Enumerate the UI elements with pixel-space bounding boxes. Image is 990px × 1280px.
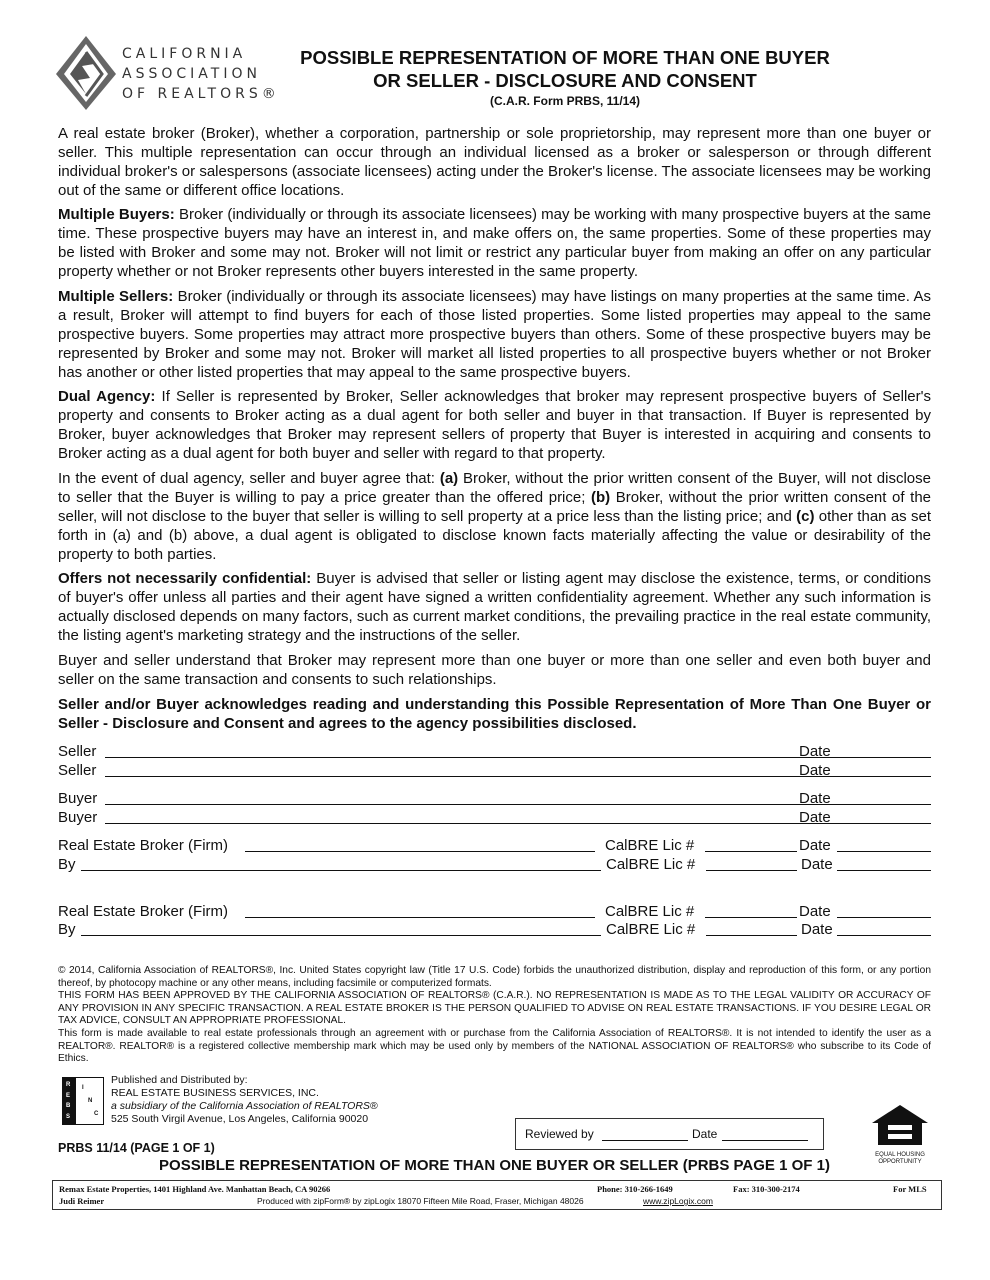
publisher-line-3: a subsidiary of the California Association of REALTORS® [111, 1100, 378, 1112]
equal-housing-logo [868, 1103, 932, 1165]
seller-1-row [58, 742, 931, 761]
broker-2-by-label: By [58, 921, 76, 938]
broker-1-date-field[interactable] [837, 836, 931, 852]
multiple-sellers-paragraph [58, 287, 931, 382]
broker-2-by-row [58, 920, 931, 939]
approval-text: THIS FORM HAS BEEN APPROVED BY THE CALIFORNIA ASSOCIATION OF REALTORS® (C.A.R.). NO REPRESENTATION IS MADE AS TO THE LEGAL VALIDITY OR ACCURACY OF ANY PROVISION IN ANY SPECIFIC TRANSACTION. A REAL ESTATE BROKER IS THE PERSON QUALIFIED TO ADVISE ON REAL ESTATE TRANSACTIONS. IF YOU DESIRE LEGAL OR TAX ADVICE, CONSULT AN APPROPRIATE PROFESSIONAL. [58, 990, 931, 1027]
buyer-2-label: Buyer [58, 809, 98, 826]
buyer-2-signature-field[interactable] [105, 808, 841, 824]
dual-agency-paragraph [58, 387, 931, 463]
broker-2-by-lic-label: CalBRE Lic # [606, 921, 696, 938]
broker-1-by-label: By [58, 856, 76, 873]
dual-agency-heading: Dual Agency: [58, 388, 156, 405]
reinc-letter: I [82, 1085, 84, 1091]
multiple-sellers-heading: Multiple Sellers: [58, 288, 174, 305]
agent-name: Judi Reimer [59, 1196, 105, 1206]
offers-text: Buyer is advised that seller or listing agent may disclose the existence, terms, or conditions of buyer's offer unless all parties and their agent have signed a written confidentiality agreement. Whether any such information is actually disclosed depends on many factors, such as current market conditions, the prevailing practice in the real estate community, the listing agent's marketing strategy and the instructions of the seller. [58, 570, 931, 644]
multiple-buyers-heading: Multiple Buyers: [58, 206, 175, 223]
form-title-line-2: OR SELLER - DISCLOSURE AND CONSENT [373, 70, 757, 91]
office-address: Remax Estate Properties, 1401 Highland Ave. Manhattan Beach, CA 90266 [59, 1184, 331, 1194]
reinc-logo [62, 1077, 104, 1125]
broker-1-firm-field[interactable] [245, 836, 595, 852]
broker-2-by-lic-field[interactable] [706, 920, 797, 936]
broker-1-by-lic-field[interactable] [706, 855, 797, 871]
publisher-line-1: Published and Distributed by: [111, 1074, 248, 1086]
seller-2-label: Seller [58, 762, 97, 779]
broker-2-label: Real Estate Broker (Firm) [58, 903, 229, 920]
broker-1-by-lic-label: CalBRE Lic # [606, 856, 696, 873]
broker-2-by-date-label: Date [801, 921, 833, 938]
logo-line-2: ASSOCIATION [122, 66, 261, 82]
reinc-letter: E [66, 1092, 71, 1099]
availability-text: This form is made available to real estate professionals through an agreement with or purchase from the California Association of REALTORS®. It is not intended to identify the user as a REALTOR®. REALTOR® is a registered collective membership mark which may be used only by members of the NATIONAL ASSOCIATION OF REALTORS® who subscribe to its Code of Ethics. [58, 1027, 931, 1065]
buyer-1-date-field[interactable] [837, 789, 931, 805]
dual-event-b: (b) [591, 489, 611, 506]
buyer-1-label: Buyer [58, 790, 98, 807]
multiple-sellers-text: Broker (individually or through its associate licensees) may have listings on many properties at the same time. As a result, Broker will attempt to find buyers for each of those listed properties. Some listed properties may appeal to the same prospective buyers. Some properties may attract more prospective buyers than others. Some of these prospective buyers may be represented by Broker and some may not. Broker will market all listed properties to all prospective buyers whether or not Broker has another or other listed properties that may appeal to the same prospective buyers. [58, 288, 931, 381]
broker-2-date-label: Date [799, 903, 831, 920]
broker-2-by-date-field[interactable] [837, 920, 931, 936]
seller-1-date-label: Date [799, 743, 831, 760]
broker-2-firm-field[interactable] [245, 902, 595, 918]
for-mls: For MLS [893, 1184, 927, 1194]
copyright-text: © 2014, California Association of REALTORS®, Inc. United States copyright law (Title 17 U.S. Code) forbids the unauthorized distribution, display and reproduction of this form, or any portion thereof, by photocopy machine or any other means, including facsimile or computerized formats. [58, 965, 931, 989]
broker-2-lic-label: CalBRE Lic # [605, 903, 695, 920]
offers-paragraph [58, 569, 931, 645]
multiple-buyers-paragraph [58, 205, 931, 281]
reviewed-by-field[interactable] [602, 1125, 688, 1141]
dual-event-c: (c) [796, 508, 815, 525]
broker-2-lic-field[interactable] [705, 902, 797, 918]
office-fax: Fax: 310-300-2174 [733, 1184, 800, 1194]
logo-line-1: CALIFORNIA [122, 46, 247, 62]
car-logo-icon [56, 34, 118, 112]
broker-2-by-field[interactable] [81, 920, 601, 936]
buyer-2-row [58, 808, 931, 827]
zipform-footer [52, 1180, 942, 1210]
page-title-footer: POSSIBLE REPRESENTATION OF MORE THAN ONE BUYER OR SELLER (PRBS PAGE 1 OF 1) [159, 1157, 830, 1174]
broker-1-date-label: Date [799, 837, 831, 854]
dual-event-intro: In the event of dual agency, seller and buyer agree that: [58, 470, 440, 487]
dual-agency-text: If Seller is represented by Broker, Seller acknowledges that broker may represent prospective buyers of Seller's property and consents to Broker acting as a dual agent for both seller and buyer in that transaction. If Buyer is represented by Broker, buyer acknowledges that Broker may represent sellers of property that Buyer is interested in acquiring and consents to Broker acting as a dual agent for both buyer and seller with regard to that property. [58, 388, 932, 462]
broker-1-lic-label: CalBRE Lic # [605, 837, 695, 854]
broker-1-row [58, 836, 931, 855]
dual-event-a: (a) [439, 470, 459, 487]
reinc-letter: R [66, 1082, 71, 1088]
dual-event-b-text: Broker, without the prior written consent of the seller, will not disclose to the buyer that seller is willing to sell property at a price less than the listing price; and [58, 489, 932, 525]
seller-1-label: Seller [58, 743, 97, 760]
buyer-1-row [58, 789, 931, 808]
publisher-line-2: REAL ESTATE BUSINESS SERVICES, INC. [111, 1087, 319, 1099]
legal-notice [58, 965, 931, 1066]
seller-2-date-field[interactable] [837, 761, 931, 777]
form-id: (C.A.R. Form PRBS, 11/14) [489, 94, 641, 108]
page-id: PRBS 11/14 (PAGE 1 OF 1) [58, 1141, 215, 1155]
dual-event-a-text: Broker, without the prior written consent of the Buyer, will not disclose to seller that the Buyer is willing to pay a price greater than the offered price; [58, 470, 931, 506]
seller-1-signature-field[interactable] [105, 742, 841, 758]
produced-with: Produced with zipForm® by zipLogix 18070 Fifteen Mile Road, Fraser, Michigan 48026 [257, 1196, 584, 1206]
publisher-line-4: 525 South Virgil Avenue, Los Angeles, California 90020 [111, 1113, 369, 1125]
reinc-letter: S [66, 1113, 71, 1120]
seller-2-signature-field[interactable] [105, 761, 841, 777]
car-logo [56, 34, 286, 114]
buyer-2-date-label: Date [799, 809, 831, 826]
dual-event-paragraph [58, 469, 931, 564]
broker-1-by-date-field[interactable] [837, 855, 931, 871]
reinc-letter: B [66, 1103, 71, 1109]
buyer-2-date-field[interactable] [837, 808, 931, 824]
buyer-1-date-label: Date [799, 790, 831, 807]
broker-1-label: Real Estate Broker (Firm) [58, 837, 229, 854]
review-date-label: Date [692, 1127, 718, 1141]
dual-event-c-text: other than as set forth in (a) and (b) above, a dual agent is obligated to disclose known facts materially affecting the value or desirability of the property to both parties. [58, 508, 931, 563]
broker-1-by-field[interactable] [81, 855, 601, 871]
seller-2-date-label: Date [799, 762, 831, 779]
broker-1-lic-field[interactable] [705, 836, 797, 852]
reviewed-by-label: Reviewed by [525, 1127, 594, 1141]
acknowledge-paragraph: Seller and/or Buyer acknowledges reading and understanding this Possible Representation of More Than One Buyer or Seller - Disclosure and Consent and agrees to the agency possibilities disclosed. [58, 696, 931, 732]
multiple-buyers-text: Broker (individually or through its associate licensees) may be working with many prospective buyers at the same time. These prospective buyers may have an interest in, and make offers on, the same properties. Some of these properties may be listed with Broker and some may not. Broker will not limit or restrict any particular buyer from making an offer on any particular property whether or not Broker represents other buyers interested in the same property. [58, 206, 932, 280]
seller-2-row [58, 761, 931, 780]
publisher-info [111, 1074, 378, 1126]
office-phone: Phone: 310-266-1649 [597, 1184, 673, 1194]
offers-heading: Offers not necessarily confidential: [58, 570, 312, 587]
ziplogix-link[interactable]: www.zipLogix.com [643, 1196, 713, 1206]
form-title-line-1: POSSIBLE REPRESENTATION OF MORE THAN ONE BUYER [300, 47, 830, 68]
broker-2-row [58, 902, 931, 921]
review-date-field[interactable] [722, 1125, 808, 1141]
reinc-letter: N [88, 1098, 93, 1104]
broker-1-by-row [58, 855, 931, 874]
buyer-1-signature-field[interactable] [105, 789, 841, 805]
understand-paragraph: Buyer and seller understand that Broker may represent more than one buyer or more than one seller and even both buyer and seller on the same transaction and consents to such relationships. [58, 652, 931, 688]
equal-housing-icon [868, 1103, 932, 1147]
seller-1-date-field[interactable] [837, 742, 931, 758]
equal-housing-text: EQUAL HOUSING OPPORTUNITY [875, 1152, 925, 1165]
broker-1-by-date-label: Date [801, 856, 833, 873]
logo-line-3: OF REALTORS® [122, 86, 280, 102]
broker-2-date-field[interactable] [837, 902, 931, 918]
review-box [515, 1118, 824, 1150]
reinc-letter: C [94, 1111, 99, 1117]
intro-paragraph: A real estate broker (Broker), whether a corporation, partnership or sole proprietorship, may represent more than one buyer or seller. This multiple representation can occur through an individual licensed as a broker or salesperson or through different individual broker's or salespersons (associate licensees) acting under the Broker's license. The associate licensees may be working out of the same or different office locations. [58, 125, 931, 199]
